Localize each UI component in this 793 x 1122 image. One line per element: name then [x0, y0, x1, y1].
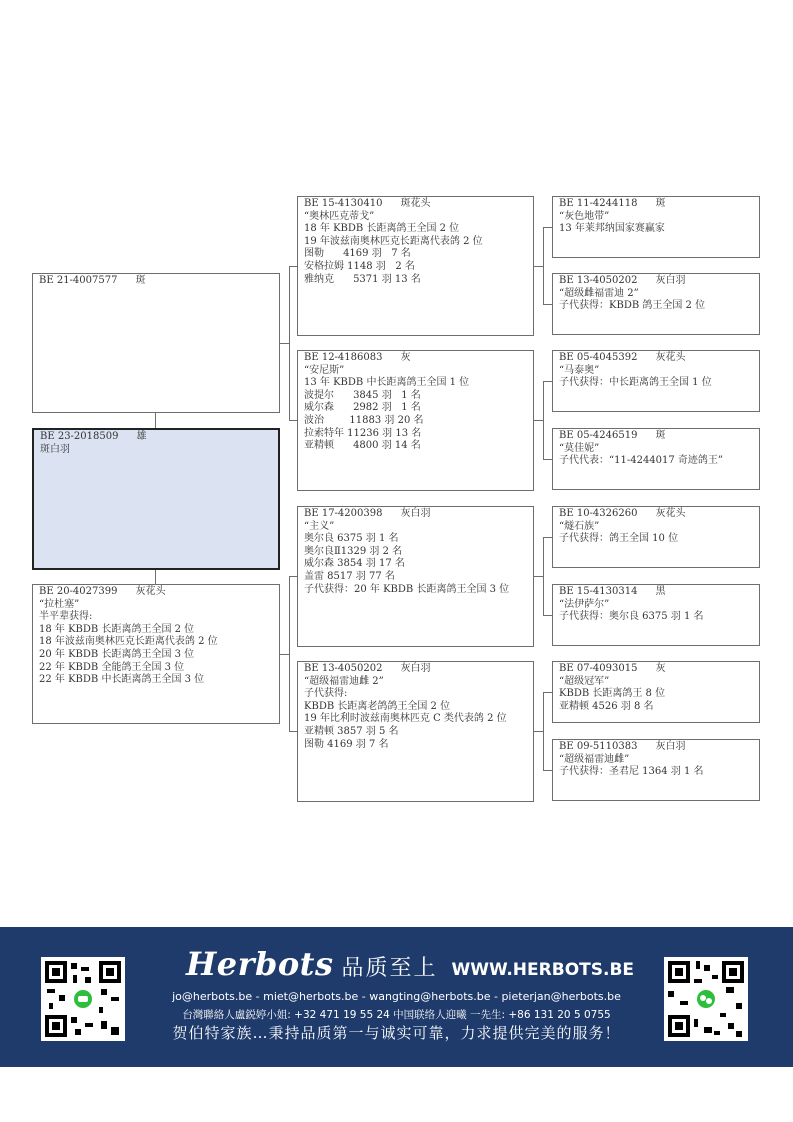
connector-line	[534, 731, 543, 732]
ddd-color: 灰白羽	[655, 741, 686, 752]
ss-line: 雅纳克 5371 羽 13 名	[304, 273, 421, 285]
dsd-color: 黑	[655, 586, 666, 597]
connector-line	[289, 731, 297, 732]
dsd-name: “法伊萨尔”	[559, 598, 610, 610]
dam-line: 半平辈获得:	[39, 611, 93, 623]
ds-name: “主义”	[304, 520, 335, 532]
dds-name: “超级冠军”	[559, 675, 610, 687]
website-link[interactable]: WWW.HERBOTS.BE	[451, 960, 635, 980]
dd-name: “超级福雷迪雌 2”	[304, 675, 384, 687]
ss-color: 斑花头	[400, 198, 431, 209]
dam-line: 18 年波兹南奥林匹克长距离代表鸽 2 位	[39, 636, 218, 648]
subject-pigeon-box	[32, 428, 280, 570]
connector-line	[543, 381, 552, 382]
ssd-color: 灰白羽	[655, 275, 686, 286]
ds-color: 灰白羽	[400, 508, 431, 519]
dds-color: 灰	[655, 663, 666, 674]
dam-line: 22 年 KBDB 中长距离鸽王全国 3 位	[39, 674, 205, 686]
connector-line	[543, 381, 544, 459]
ss-line: 19 年波兹南奥林匹克长距离代表鸽 2 位	[304, 235, 483, 247]
connector-line	[534, 576, 543, 577]
ddd-box	[552, 739, 760, 801]
dam-ring: BE 20-4027399	[39, 586, 118, 597]
wechat-icon	[697, 990, 715, 1008]
sss-line: 13 年莱邦纳国家赛赢家	[559, 223, 665, 235]
footer-banner	[0, 927, 793, 1067]
dam-line: 18 年 KBDB 长距离鸽王全国 2 位	[39, 623, 195, 635]
dam-sire-box	[297, 506, 534, 647]
ssd-name: “超级雌福雷迪 2”	[559, 287, 639, 299]
contact-phones: 台灣聯絡人盧鋭婷小姐: +32 471 19 55 24 中国联络人迎曦 一先生: +86 131 20 5 0755	[182, 1009, 611, 1021]
sds-color: 灰花头	[655, 352, 686, 363]
sds-line: 子代获得：中长距离鸽王全国 1 位	[559, 377, 712, 389]
ss-ring: BE 15-4130410	[304, 198, 383, 209]
sss-name: “灰色地带”	[559, 210, 610, 222]
contact-emails[interactable]: jo@herbots.be - miet@herbots.be - wangting@herbots.be - pieterjan@herbots.be	[172, 990, 621, 1003]
dss-ring: BE 10-4326260	[559, 508, 638, 519]
ss-line: 18 年 KBDB 长距离鸽王全国 2 位	[304, 223, 460, 235]
connector-line	[543, 459, 552, 460]
connector-line	[289, 576, 290, 731]
dsd-ring: BE 15-4130314	[559, 586, 638, 597]
sire-sire-box	[297, 196, 534, 336]
dds-line: KBDB 长距离鸽王 8 位	[559, 688, 666, 700]
subject-ring: BE 23-2018509	[40, 431, 119, 442]
subject-color: 斑白羽	[40, 443, 70, 455]
dd-line: KBDB 长距离老鸽鸽王全国 2 位	[304, 700, 451, 712]
dd-line: 19 年比利时波兹南奥林匹克 C 类代表鸽 2 位	[304, 713, 507, 725]
ds-line: 威尔森 3854 羽 17 名	[304, 558, 405, 570]
ddd-ring: BE 09-5110383	[559, 741, 638, 752]
dd-line: 子代获得:	[304, 688, 348, 700]
dsd-box	[552, 584, 760, 646]
sdd-name: “莫佳妮”	[559, 442, 600, 454]
sire-color: 斑	[135, 275, 146, 286]
connector-line	[543, 615, 552, 616]
dd-line: 亚精顿 3857 羽 5 名	[304, 725, 399, 737]
dd-ring: BE 13-4050202	[304, 663, 383, 674]
ssd-ring: BE 13-4050202	[559, 275, 638, 286]
connector-line	[543, 692, 544, 770]
sds-box	[552, 350, 760, 412]
connector-line	[155, 413, 156, 428]
connector-line	[280, 343, 289, 344]
sdd-color: 斑	[655, 430, 666, 441]
connector-line	[280, 654, 289, 655]
dss-color: 灰花头	[655, 508, 686, 519]
ddd-line: 子代获得：圣君尼 1364 羽 1 名	[559, 766, 704, 778]
ss-line: 图勒 4169 羽 7 名	[304, 248, 411, 260]
connector-line	[534, 266, 543, 267]
ds-line: 奥尔良 6375 羽 1 名	[304, 533, 399, 545]
connector-line	[543, 227, 552, 228]
dss-line: 子代获得：鸽王全国 10 位	[559, 533, 679, 545]
dss-name: “燧石族”	[559, 520, 600, 532]
connector-line	[543, 537, 552, 538]
tagline: 贺伯特家族…秉持品质第一与诚实可靠，力求提供完美的服务！	[172, 1024, 621, 1042]
ddd-name: “超级福雷迪雌”	[559, 753, 630, 765]
sss-box	[552, 196, 760, 258]
connector-line	[543, 692, 552, 693]
dd-color: 灰白羽	[400, 663, 431, 674]
dsd-line: 子代获得：奥尔良 6375 羽 1 名	[559, 611, 704, 623]
dd-line: 图勒 4169 羽 7 名	[304, 738, 389, 750]
qr-code-icon	[664, 957, 748, 1041]
sire-ring: BE 21-4007577	[39, 275, 118, 286]
sss-color: 斑	[655, 198, 666, 209]
sds-ring: BE 05-4045392	[559, 352, 638, 363]
dds-box	[552, 661, 760, 723]
dam-color: 灰花头	[135, 586, 166, 597]
connector-line	[289, 576, 297, 577]
slogan: 品质至上	[341, 956, 438, 981]
dam-name: “拉杜塞”	[39, 598, 80, 610]
ss-name: “奥林匹克蒂戈”	[304, 210, 375, 222]
connector-line	[289, 266, 290, 421]
connector-line	[543, 304, 552, 305]
sdd-box	[552, 428, 760, 490]
sd-line: 波治 11883 羽 20 名	[304, 414, 424, 426]
dss-box	[552, 506, 760, 568]
ssd-line: 子代获得：KBDB 鸽王全国 2 位	[559, 300, 706, 312]
connector-line	[534, 420, 543, 421]
sd-color: 灰	[400, 352, 411, 363]
dds-line: 亚精顿 4526 羽 8 名	[559, 700, 654, 712]
qr-code-wechat[interactable]	[664, 957, 748, 1041]
connector-line	[543, 227, 544, 304]
dam-box	[32, 584, 280, 724]
ds-line: 奥尔良Ⅱ1329 羽 2 名	[304, 545, 403, 557]
dam-line: 22 年 KBDB 全能鸽王全国 3 位	[39, 661, 185, 673]
connector-line	[289, 266, 297, 267]
ds-line: 子代获得：20 年 KBDB 长距离鸽王全国 3 位	[304, 583, 510, 595]
dam-line: 20 年 KBDB 长距离鸽王全国 3 位	[39, 648, 195, 660]
ssd-box	[552, 273, 760, 335]
sd-line: 波提尔 3845 羽 1 名	[304, 389, 421, 401]
connector-line	[543, 770, 552, 771]
sdd-line: 子代代表：“11-4244017 奇迹鸽王”	[559, 455, 724, 467]
sire-dam-box	[297, 350, 534, 491]
sds-name: “马泰奥”	[559, 364, 600, 376]
ds-line: 盖雷 8517 羽 77 名	[304, 570, 395, 582]
sd-ring: BE 12-4186083	[304, 352, 383, 363]
herbots-logo: Herbots	[186, 945, 334, 983]
sd-line: 13 年 KBDB 中长距离鸽王全国 1 位	[304, 377, 470, 389]
sd-name: “安尼斯”	[304, 364, 345, 376]
sdd-ring: BE 05-4246519	[559, 430, 638, 441]
sd-line: 亚精顿 4800 羽 14 名	[304, 440, 421, 452]
sd-line: 威尔森 2982 羽 1 名	[304, 402, 421, 414]
subject-sex: 雄	[136, 431, 147, 442]
dam-dam-box	[297, 661, 534, 802]
sire-box	[32, 273, 280, 413]
sss-ring: BE 11-4244118	[559, 198, 638, 209]
connector-line	[543, 537, 544, 615]
brand-header	[186, 945, 634, 989]
connector-line	[289, 420, 297, 421]
ds-ring: BE 17-4200398	[304, 508, 383, 519]
dds-ring: BE 07-4093015	[559, 663, 638, 674]
connector-line	[155, 570, 156, 584]
ss-line: 安格拉姆 1148 羽 2 名	[304, 260, 415, 272]
sd-line: 拉索特年 11236 羽 13 名	[304, 427, 422, 439]
